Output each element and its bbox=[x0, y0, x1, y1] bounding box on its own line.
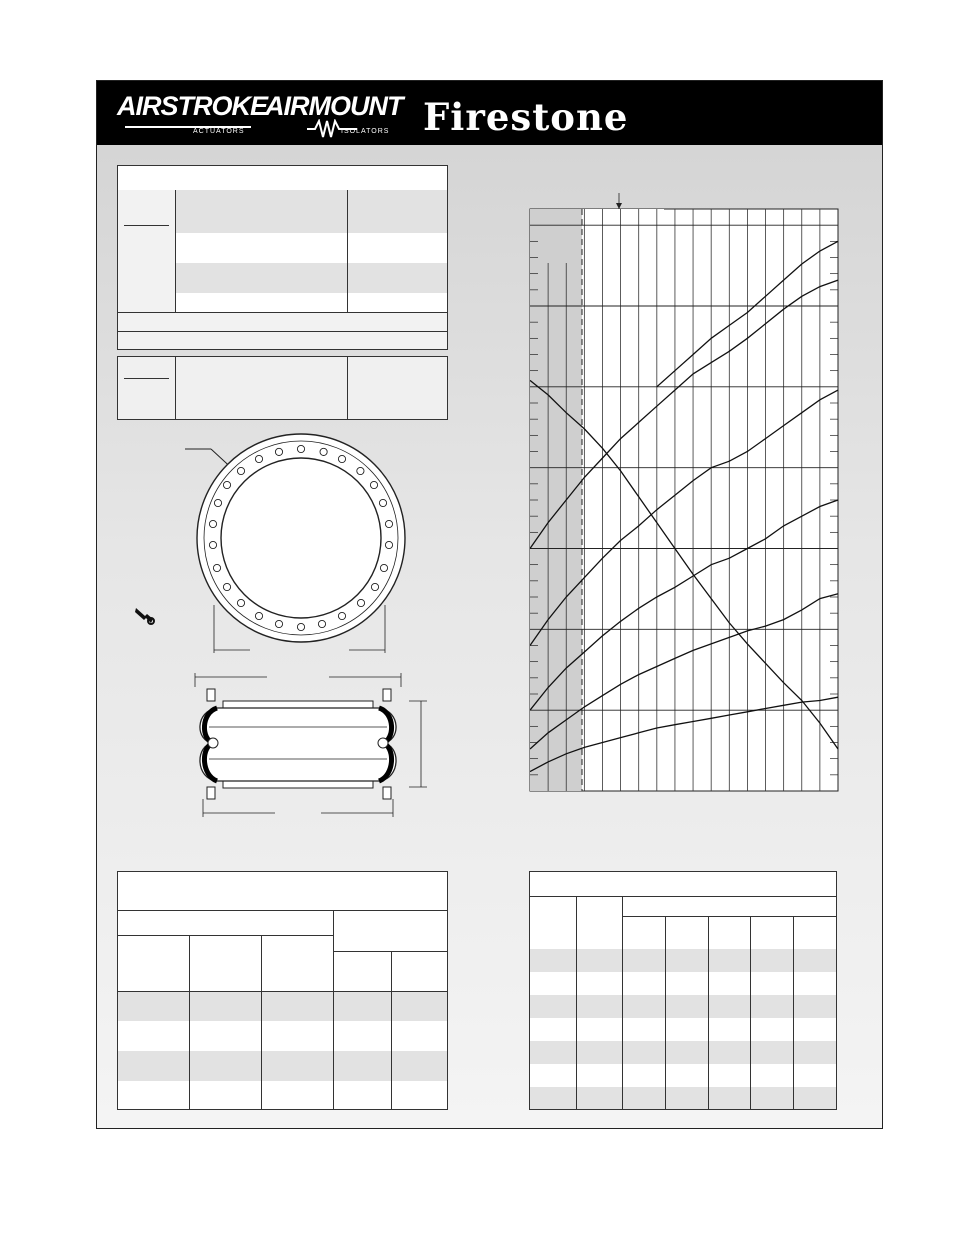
spec-row-4 bbox=[176, 293, 447, 312]
bottom-left-table bbox=[117, 871, 448, 1110]
spec-box-secondary bbox=[117, 356, 448, 420]
br-table-col-divider bbox=[665, 916, 666, 1109]
brand-header bbox=[97, 81, 882, 145]
bl-table-col-divider-4b bbox=[391, 991, 392, 1109]
chart-label-window bbox=[582, 209, 664, 263]
spec-box-label-column bbox=[118, 190, 176, 312]
spec-box-column-divider bbox=[347, 190, 348, 312]
datasheet-page bbox=[96, 80, 883, 1129]
bottom-right-table bbox=[529, 871, 837, 1110]
bl-table-row-4 bbox=[118, 1081, 447, 1109]
br-table-col-divider bbox=[750, 916, 751, 1109]
spec-box-primary bbox=[117, 165, 448, 350]
spec-row-1 bbox=[176, 190, 447, 233]
bl-table-col-divider-1b bbox=[189, 991, 190, 1109]
wrench-icon bbox=[133, 605, 157, 627]
br-table-col-divider bbox=[622, 896, 623, 1109]
load-height-chart bbox=[529, 193, 841, 793]
bl-table-subheader-rule bbox=[333, 951, 447, 952]
spec-row-3 bbox=[176, 263, 447, 293]
spec-box-footer-rule-1 bbox=[118, 312, 447, 313]
spec-box2-label-rule bbox=[124, 378, 169, 379]
spec-box2-label-column bbox=[118, 357, 176, 419]
airmount-subtitle: ISOLATORS bbox=[341, 128, 390, 135]
bl-table-row-2 bbox=[118, 1021, 447, 1051]
bl-table-col-divider-3b bbox=[333, 991, 334, 1109]
bellows-side-view bbox=[187, 667, 447, 827]
br-table-group-header bbox=[622, 896, 836, 917]
spec-box2-column-divider bbox=[347, 357, 348, 419]
spec-box-footer-rule-2 bbox=[118, 331, 447, 332]
spec-box-title-band bbox=[118, 166, 447, 191]
bl-table-title-band bbox=[118, 872, 447, 911]
airmount-logo: AIRMOUNT bbox=[265, 91, 403, 121]
bl-table-col-divider-2b bbox=[261, 991, 262, 1109]
spec-box-label-rule bbox=[124, 225, 169, 226]
spec-row-2 bbox=[176, 233, 447, 263]
bl-table-row-1 bbox=[118, 991, 447, 1022]
airstroke-logo: AIRSTROKE bbox=[117, 91, 268, 121]
br-table-col-divider bbox=[708, 916, 709, 1109]
br-table-col-divider bbox=[793, 916, 794, 1109]
bl-table-group-header bbox=[118, 910, 333, 936]
firestone-logo: Firestone bbox=[423, 95, 629, 139]
br-table-title-band bbox=[530, 872, 836, 897]
br-table-col-divider bbox=[576, 896, 577, 1109]
bl-table-row-3 bbox=[118, 1051, 447, 1081]
airstroke-subtitle: ACTUATORS bbox=[193, 128, 245, 135]
